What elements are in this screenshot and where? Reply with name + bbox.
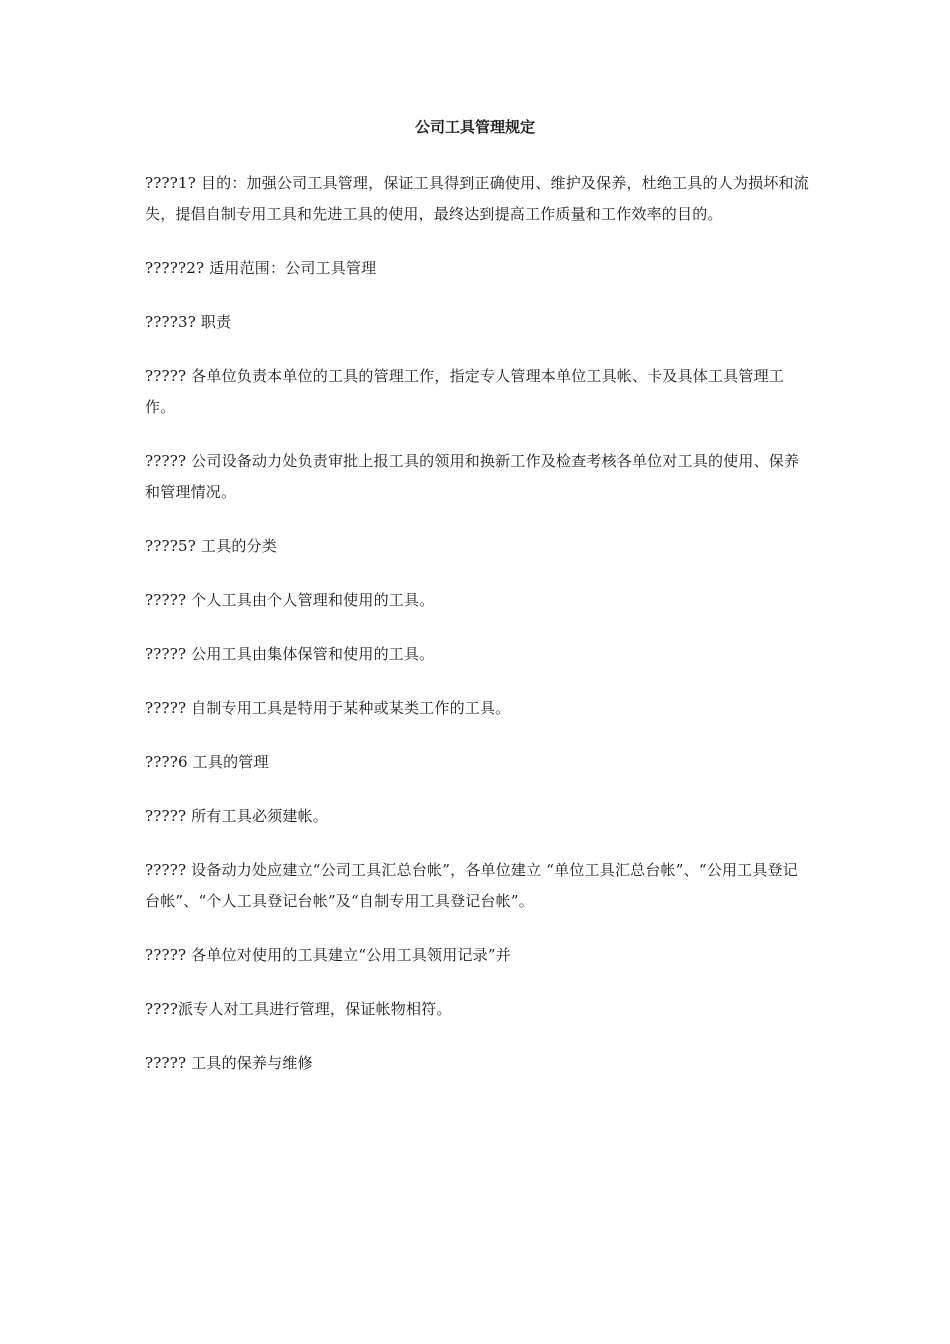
paragraph-ledger-types: ????? 设备动力处应建立“公司工具汇总台帐”，各单位建立 “单位工具汇总台帐”、“公用工具登记台帐”、“个人工具登记台帐”及“自制专用工具登记台帐”。 xyxy=(145,861,798,910)
paragraph-personal-tools: ????? 个人工具由个人管理和使用的工具。 xyxy=(145,591,435,609)
paragraph-custom-tools: ????? 自制专用工具是特用于某种或某类工作的工具。 xyxy=(145,699,511,717)
document-body xyxy=(145,168,810,1102)
paragraph-classification-heading: ????5? 工具的分类 xyxy=(145,537,277,555)
paragraph-purpose: ????1? 目的：加强公司工具管理，保证工具得到正确使用、维护及保养，杜绝工具的人为损坏和流失，提倡自制专用工具和先进工具的使用，最终达到提高工作质量和工作效率的目的。 xyxy=(145,174,809,223)
paragraph-maintenance-heading: ????? 工具的保养与维修 xyxy=(145,1054,313,1072)
paragraph-management-heading: ????6 工具的管理 xyxy=(145,753,269,771)
paragraph-responsibilities-heading: ????3? 职责 xyxy=(145,313,232,331)
paragraph-public-tools: ????? 公用工具由集体保管和使用的工具。 xyxy=(145,645,435,663)
paragraph-dedicated-manager: ????派专人对工具进行管理，保证帐物相符。 xyxy=(145,1000,452,1018)
paragraph-scope: ?????2? 适用范围：公司工具管理 xyxy=(145,259,377,277)
document-title: 公司工具管理规定 xyxy=(414,118,535,136)
paragraph-responsibility-units: ????? 各单位负责本单位的工具的管理工作，指定专人管理本单位工具帐、卡及具体工具管理工作。 xyxy=(145,367,784,416)
paragraph-responsibility-equipment-dept: ????? 公司设备动力处负责审批上报工具的领用和换新工作及检查考核各单位对工具的使用、保养和管理情况。 xyxy=(145,452,800,501)
paragraph-ledger-required: ????? 所有工具必须建帐。 xyxy=(145,807,328,825)
paragraph-usage-record: ????? 各单位对使用的工具建立“公用工具领用记录”并 xyxy=(145,946,511,964)
